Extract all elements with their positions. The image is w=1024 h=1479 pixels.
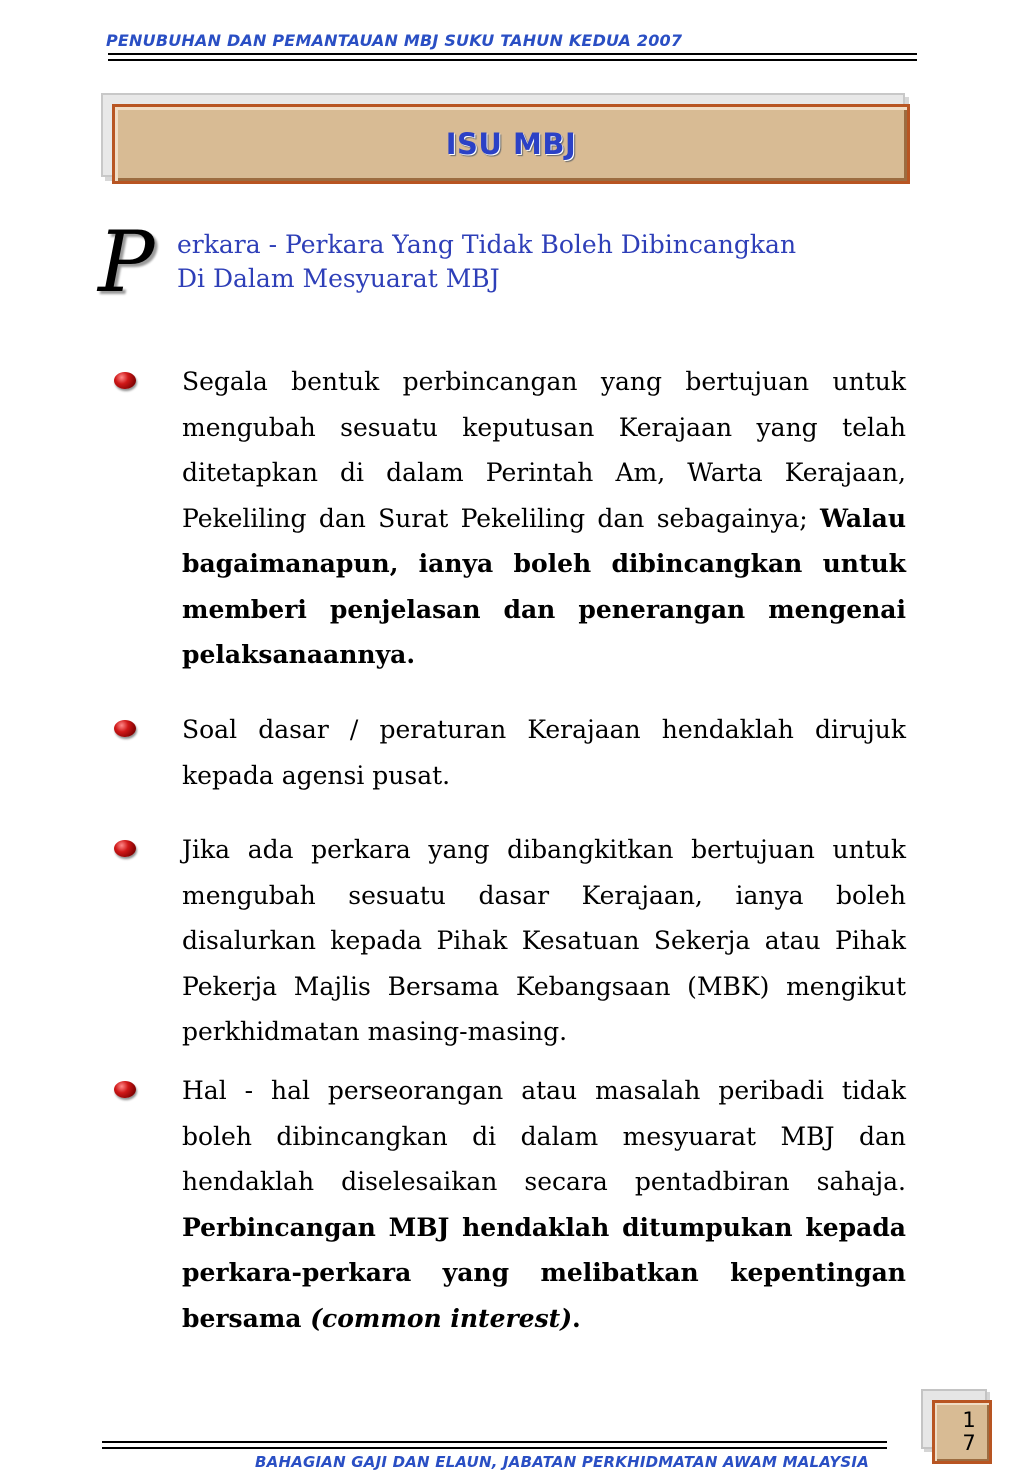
bullet-icon <box>114 372 136 389</box>
bullet-icon <box>114 840 136 857</box>
footer-text: BAHAGIAN GAJI DAN ELAUN, JABATAN PERKHIDMATAN AWAM MALAYSIA <box>255 1453 870 1471</box>
page-number-digit-1: 1 <box>962 1408 976 1432</box>
bullet-icon <box>114 720 136 737</box>
list-item: Jika ada perkara yang dibangkitkan bertujuan untuk mengubah sesuatu dasar Kerajaan, ianya boleh disalurkan kepada Pihak Kesatuan Sekerja atau Pihak Pekerja Majlis Bersama Kebangsaan (MBK) mengikut perkhidmatan masing-masing. <box>182 835 906 1046</box>
drop-cap: P <box>98 213 155 311</box>
list-item: Segala bentuk perbincangan yang bertujuan untuk mengubah sesuatu keputusan Kerajaan yang telah ditetapkan di dalam Perintah Am, Warta Kerajaan, Pekeliling dan Surat Pekeliling dan sebagainya; Walau bagaimanapun, ianya boleh dibincangkan untuk memberi penjelasan dan penerangan mengenai pelaksanaannya. <box>182 367 906 669</box>
bullet-icon <box>114 1081 136 1098</box>
footer-rule <box>102 1441 887 1449</box>
subtitle-line-2: Di Dalam Mesyuarat MBJ <box>177 264 500 293</box>
subtitle-line-1: erkara - Perkara Yang Tidak Boleh Dibincangkan <box>177 230 797 259</box>
page-number-digit-2: 7 <box>962 1431 976 1455</box>
page-number-box <box>932 1400 992 1464</box>
page-title: ISU MBJ <box>445 127 577 161</box>
list-item: Hal - hal perseorangan atau masalah peribadi tidak boleh dibincangkan di dalam mesyuarat MBJ dan hendaklah diselesaikan secara pentadbiran sahaja. Perbincangan MBJ hendaklah ditumpukan kepada perkara-perkara yang melibatkan kepentingan bersama (common interest). <box>182 1076 906 1333</box>
title-banner <box>112 104 910 184</box>
header-rule <box>108 53 917 61</box>
section-subtitle <box>177 228 796 296</box>
header-title: PENUBUHAN DAN PEMANTAUAN MBJ SUKU TAHUN KEDUA 2007 <box>106 31 683 50</box>
list-item: Soal dasar / peraturan Kerajaan hendaklah dirujuk kepada agensi pusat. <box>182 715 906 790</box>
